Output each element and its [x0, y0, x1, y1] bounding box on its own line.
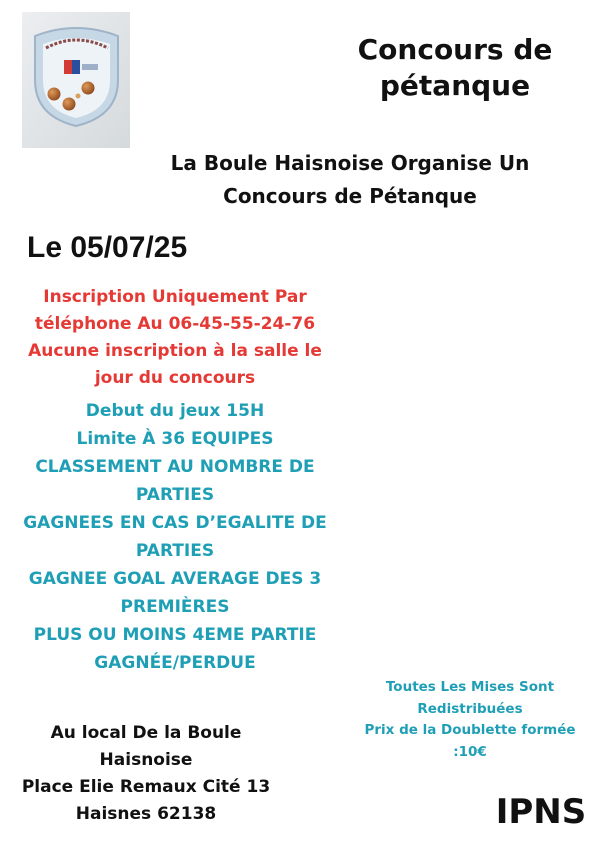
logo-shield-inner: [43, 38, 110, 118]
boule-ball: [48, 88, 61, 101]
prize-line: Toutes Les Mises Sont: [385, 679, 555, 695]
venue-line: Au local De la Boule: [50, 723, 242, 743]
prize-line: Prix de la Doublette formée: [364, 722, 576, 739]
logo-emblem-mark: [82, 64, 98, 70]
registration-line: Aucune inscription à la salle le: [28, 341, 322, 361]
registration-line: jour du concours: [94, 368, 256, 388]
logo-flag-red: [64, 60, 72, 74]
rule-line: PLUS OU MOINS 4EME PARTIE: [33, 625, 317, 645]
title-line: Concours de: [357, 33, 553, 66]
rule-line: GAGNEE GOAL AVERAGE DES 3: [28, 569, 322, 589]
page-title: [335, 32, 575, 104]
rule-line: GAGNEES EN CAS D’EGALITE DE: [23, 513, 327, 533]
event-subtitle: [130, 147, 570, 213]
venue-line: Haisnes 62138: [75, 804, 217, 824]
rule-line: PREMIÈRES: [120, 597, 230, 617]
rule-line: PARTIES: [135, 485, 215, 505]
rule-line: GAGNÉE/PERDUE: [94, 653, 256, 673]
rule-line: PARTIES: [135, 541, 215, 561]
competition-rules: [10, 397, 340, 677]
subtitle-line: Concours de Pétanque: [223, 184, 477, 208]
venue-address: [5, 720, 287, 828]
registration-line: Inscription Uniquement Par: [43, 287, 307, 307]
cochonnet-ball: [76, 94, 81, 99]
club-logo: [22, 12, 130, 148]
subtitle-line: La Boule Haisnoise Organise Un: [170, 151, 530, 175]
event-date: Le 05/07/25: [27, 231, 188, 264]
boule-ball: [63, 98, 76, 111]
rule-line: CLASSEMENT AU NOMBRE DE: [35, 457, 315, 477]
venue-line: Haisnoise: [99, 750, 193, 770]
boule-ball: [82, 82, 95, 95]
venue-line: Place Elie Remaux Cité 13: [21, 777, 271, 797]
rule-line: Debut du jeux 15H: [85, 401, 265, 421]
prize-info: [355, 677, 585, 764]
registration-phone-line: téléphone Au 06-45-55-24-76: [34, 314, 316, 334]
prize-line: :10€: [453, 744, 487, 761]
registration-info: [10, 284, 340, 392]
title-line: pétanque: [379, 69, 531, 102]
prize-line: Redistribuées: [417, 700, 523, 717]
rule-line: Limite À 36 EQUIPES: [76, 429, 274, 449]
logo-flag-blue: [72, 60, 80, 74]
ipns-mark: IPNS: [495, 792, 587, 832]
club-badge-logo-icon: [22, 12, 130, 148]
